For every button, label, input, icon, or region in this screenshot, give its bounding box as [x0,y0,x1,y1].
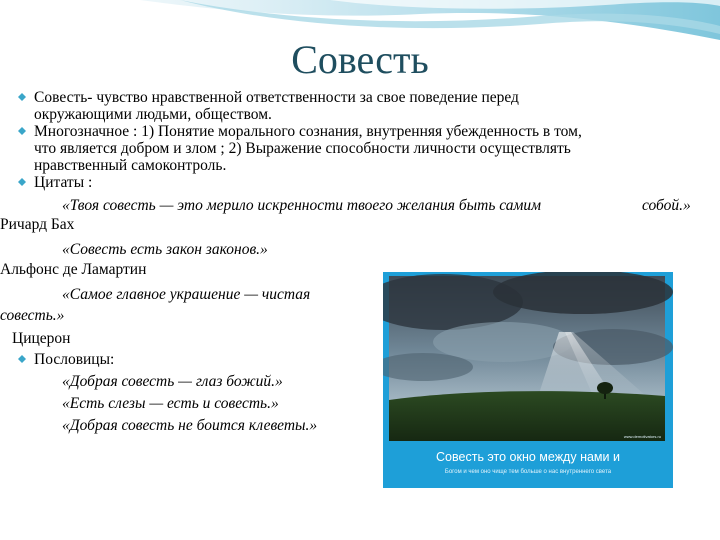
quote-lamartine: «Совесть есть закон законов.» [62,241,268,258]
quote-author: Цицерон [12,330,71,347]
bullet-diamond-icon [18,178,26,186]
quote-author: Ричард Бах [0,216,75,233]
quote-author: Альфонс де Ламартин [0,261,147,278]
meanings-line-2: что является добром и злом ; 2) Выражение способности личности осуществлять [34,140,571,157]
proverbs-heading: Пословицы: [34,351,115,368]
proverb-item: «Добрая совесть не боится клеветы.» [62,417,318,434]
definition-line-2: окружающими людьми, обществом. [34,106,272,123]
proverb-item: «Добрая совесть — глаз божий.» [62,373,283,390]
bullet-diamond-icon [18,355,26,363]
quote-cicero: «Самое главное украшение — чистая [62,286,311,303]
bullet-diamond-icon [18,127,26,135]
image-subcaption: Богом и чем оно чище тем больше о нас внутреннего света [444,469,612,475]
image-watermark: www.demotivators.ru [623,434,661,439]
proverb-item: «Есть слезы — есть и совесть.» [62,395,279,412]
quote-bach [34,197,710,214]
quote-cicero-cont: совесть.» [0,307,65,324]
meanings-line-3: нравственный самоконтроль. [34,157,227,174]
slide-title: Совесть [291,37,429,82]
demotivator-image [383,272,673,488]
quote-text-end: собой.» [642,197,691,214]
meanings-line-1: Многозначное : 1) Понятие морального сознания, внутренняя убежденность в том, [34,123,582,140]
quote-text: «Твоя совесть — это мерило искренности твоего желания быть самим [62,197,542,214]
image-caption: Совесть это окно между нами и [436,450,620,464]
bullet-item-meanings [34,123,710,174]
definition-line-1: Совесть- чувство нравственной ответственности за свое поведение перед [34,89,519,106]
bullet-item-definition [34,89,710,123]
bullet-item-quotes [34,174,710,191]
quotes-heading: Цитаты : [34,174,93,191]
bullet-diamond-icon [18,93,26,101]
